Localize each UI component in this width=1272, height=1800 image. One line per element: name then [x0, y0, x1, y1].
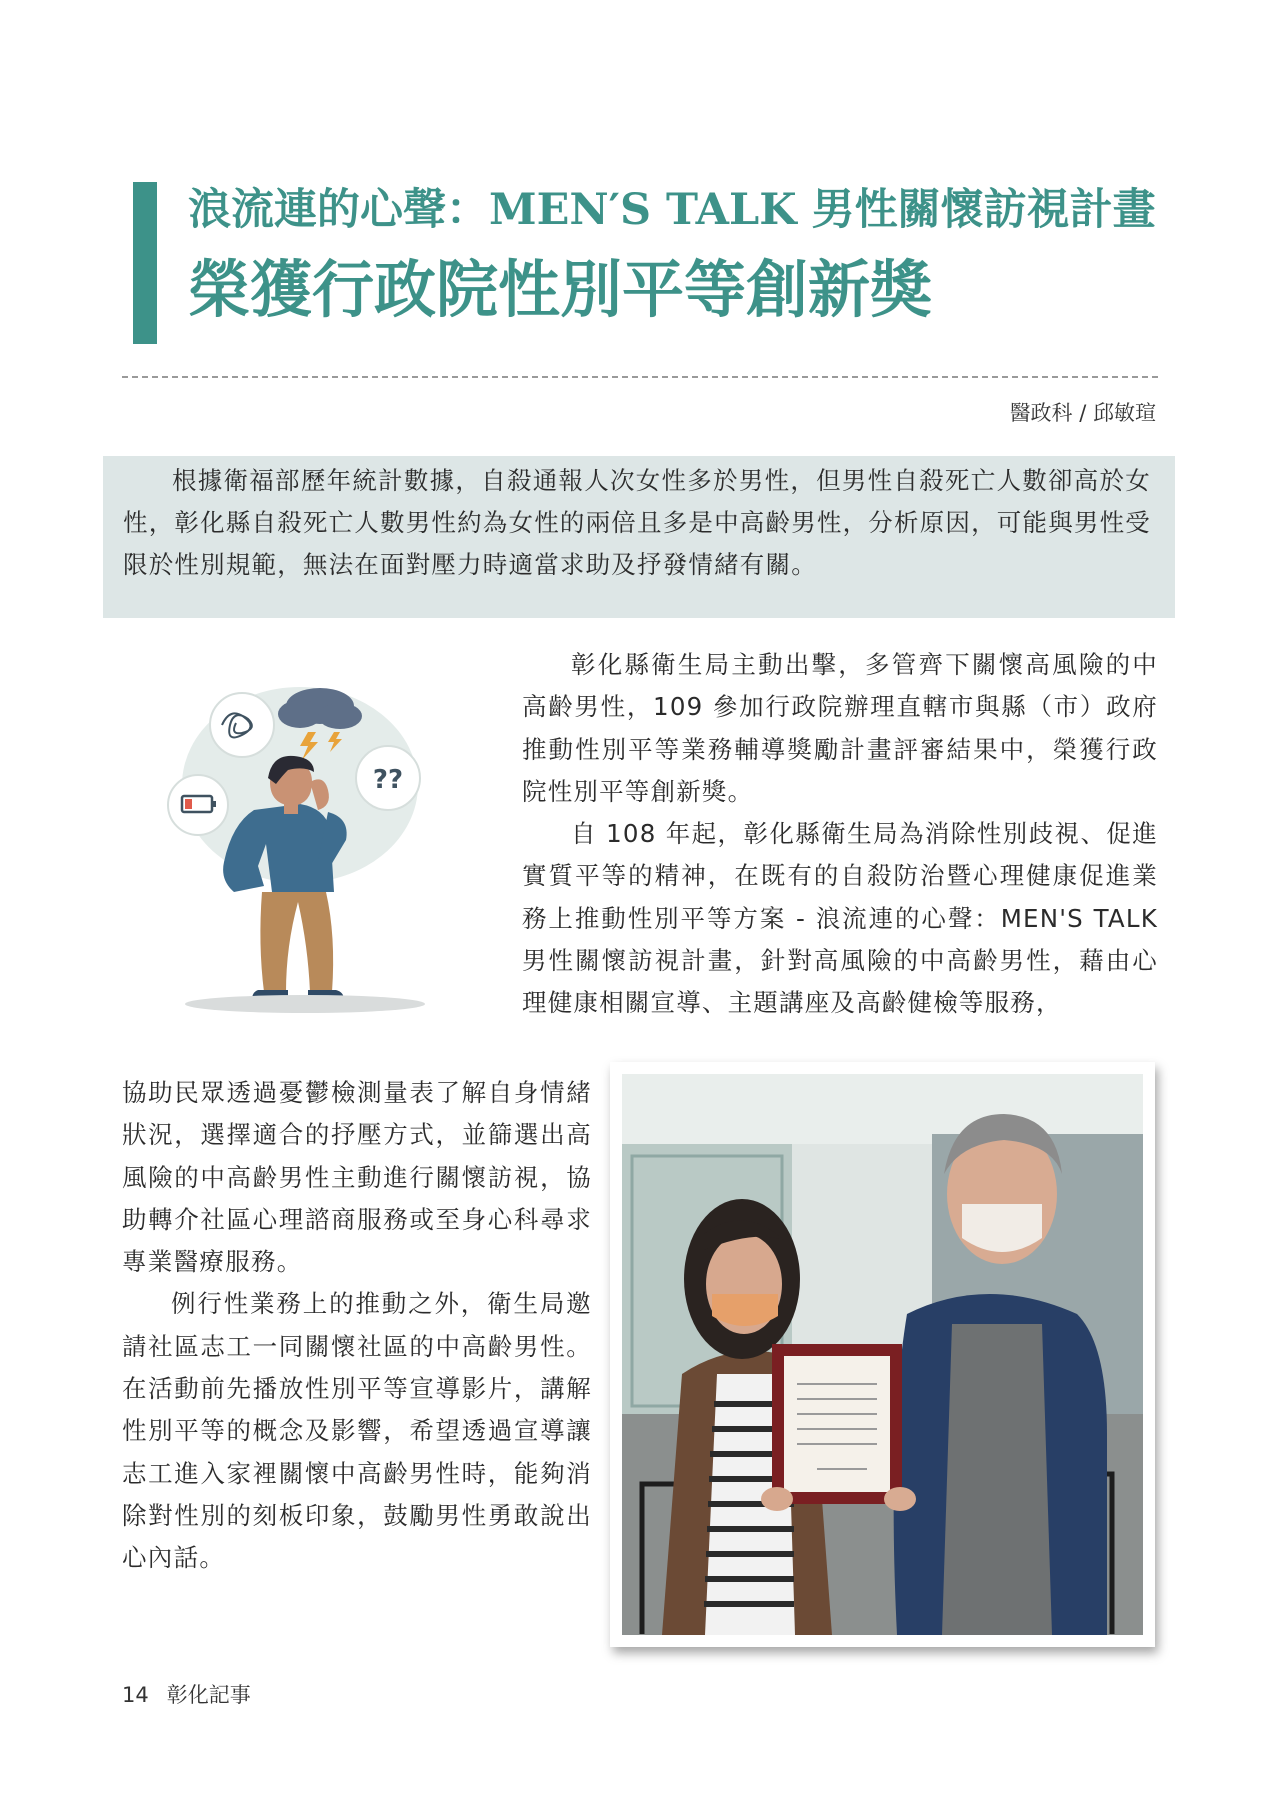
left-paragraph-2: 例行性業務上的推動之外，衛生局邀請社區志工一同關懷社區的中高齡男性。在活動前先播放性別平等宣導影片，講解性別平等的概念及影響，希望透過宣導讓志工進入家裡關懷中高齡男性時，能夠消除對性別的刻板印象，鼓勵男性勇敢說出心內話。 — [122, 1289, 592, 1573]
award-photo-frame — [610, 1062, 1155, 1647]
right-paragraph-1: 彰化縣衛生局主動出擊，多管齊下關懷高風險的中高齡男性，109 參加行政院辦理直轄市與縣（市）政府推動性別平等業務輔導獎勵計畫評審結果中，榮獲行政院性別平等創新獎。 — [522, 650, 1158, 806]
title-line-2: 榮獲行政院性別平等創新獎 — [188, 253, 933, 326]
question-bubble-icon — [356, 746, 420, 810]
ground-shadow — [185, 995, 425, 1013]
page-number: 14 — [122, 1683, 149, 1707]
award-ceremony-photo — [622, 1074, 1143, 1635]
publication-name: 彰化記事 — [166, 1683, 251, 1707]
dashed-divider — [122, 376, 1158, 378]
title-line-1: 浪流連的心聲：MEN′S TALK 男性關懷訪視計畫 — [188, 185, 1156, 235]
intro-box — [103, 456, 1175, 618]
tangled-thought-icon — [210, 693, 274, 757]
left-paragraph-1: 協助民眾透過憂鬱檢測量表了解自身情緒狀況，選擇適合的抒壓方式，並篩選出高風險的中高齡男性主動進行關懷訪視，協助轉介社區心理諮商服務或至身心科尋求專業醫療服務。 — [122, 1078, 592, 1277]
right-column-text — [522, 644, 1158, 1025]
left-column-text — [122, 1072, 592, 1580]
intro-paragraph: 根據衛福部歷年統計數據，自殺通報人次女性多於男性，但男性自殺死亡人數卻高於女性，彰化縣自殺死亡人數男性約為女性的兩倍且多是中高齡男性，分析原因，可能與男性受限於性別規範，無法在面對壓力時適當求助及抒發情緒有關。 — [123, 466, 1151, 579]
empty-battery-icon — [168, 775, 228, 835]
page-footer — [122, 1680, 251, 1710]
byline: 醫政科 / 邱敏瑄 — [1009, 401, 1156, 425]
title-accent-bar — [133, 182, 157, 344]
question-marks: ?? — [372, 765, 404, 795]
stressed-man-illustration — [150, 670, 440, 1020]
certificate — [772, 1344, 902, 1504]
right-paragraph-2: 自 108 年起，彰化縣衛生局為消除性別歧視、促進實質平等的精神，在既有的自殺防治暨心理健康促進業務上推動性別平等方案 - 浪流連的心聲：MEN'S TALK 男性關懷訪視計畫，針對高風險的中高齡男性，藉由心理健康相關宣導、主題講座及高齡健檢等服務， — [522, 819, 1158, 1018]
